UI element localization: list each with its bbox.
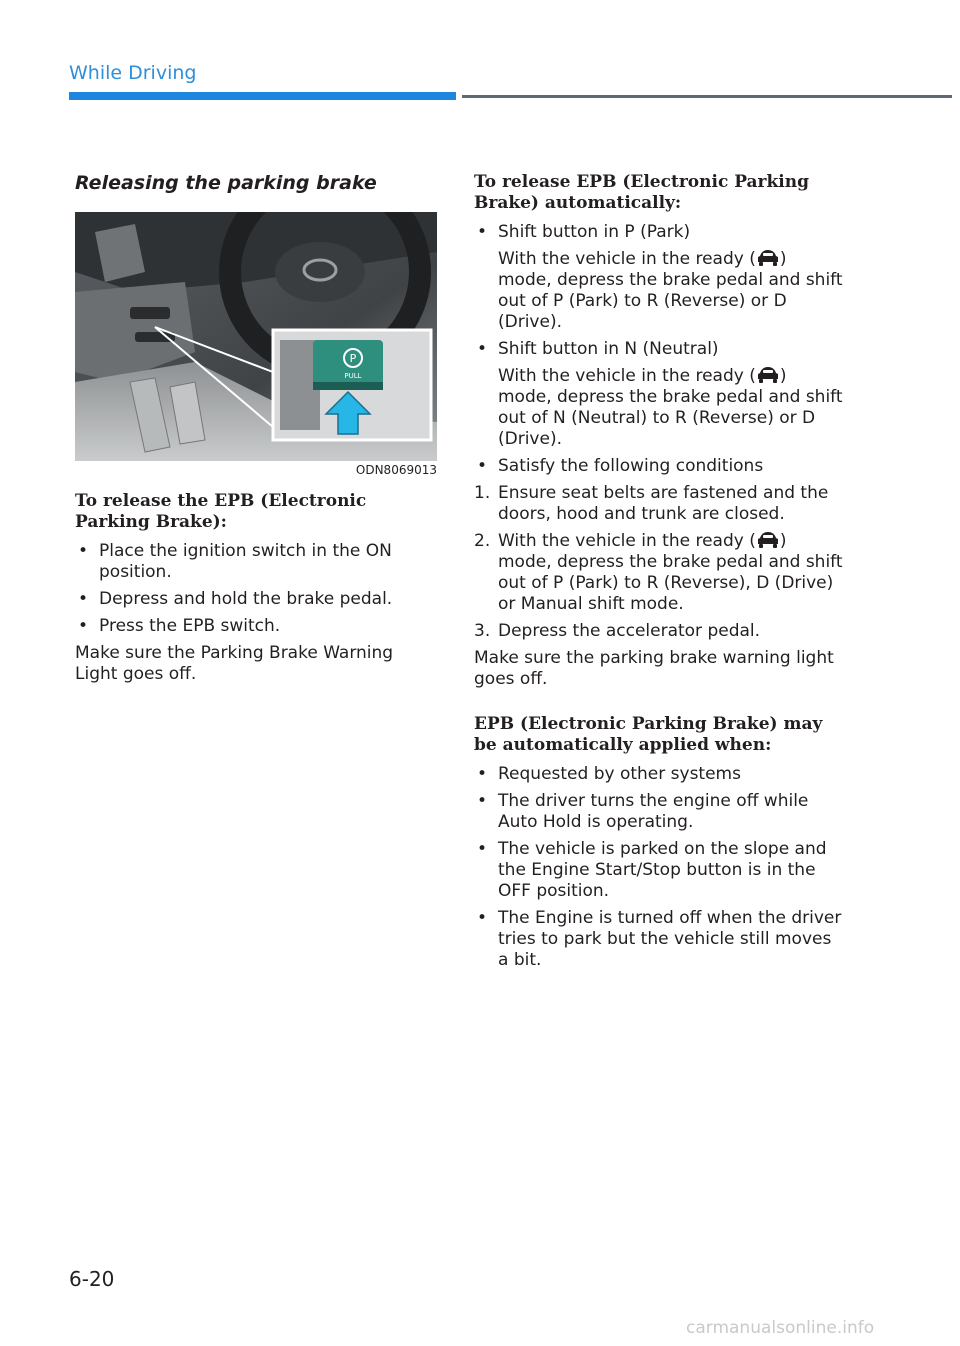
right-bullet: • Shift button in P (Park) <box>474 222 844 243</box>
left-subheading: To release the EPB (Electronic Parking Brake): <box>75 491 367 532</box>
watermark: carmanualsonline.info <box>686 1318 875 1338</box>
epb-switch-photo <box>75 212 437 461</box>
right-note: Make sure the parking brake warning light goes off. <box>474 648 834 689</box>
page-number: 6-20 <box>69 1267 115 1291</box>
right-bullet: • Shift button in N (Neutral) <box>474 339 844 360</box>
right-bullet: • Requested by other systems <box>474 764 844 785</box>
left-heading: Releasing the parking brake <box>75 172 377 194</box>
header-rule-blue <box>69 92 456 100</box>
right-heading-auto-release: To release EPB (Electronic Parking Brake) automatically: <box>474 172 809 213</box>
left-bullet: • Depress and hold the brake pedal. <box>75 589 437 610</box>
left-bullet: • Press the EPB switch. <box>75 616 437 637</box>
right-column <box>474 172 844 977</box>
right-bullet: • Satisfy the following conditions <box>474 456 844 477</box>
right-heading-auto-apply: EPB (Electronic Parking Brake) may be automatically applied when: <box>474 714 823 755</box>
numbered-item: 3. Depress the accelerator pedal. <box>474 621 761 641</box>
numbered-item: 1. Ensure seat belts are fastened and the doors, hood and trunk are closed. <box>474 483 829 524</box>
left-note: Make sure the Parking Brake Warning Light goes off. <box>75 643 394 684</box>
right-sub-paragraph: With the vehicle in the ready ( ) mode, depress the brake pedal and shift out of P (Park) to R (Reverse) or D (Drive). <box>498 249 843 332</box>
ready-car-icon <box>756 366 780 384</box>
right-sub-paragraph: With the vehicle in the ready ( ) mode, depress the brake pedal and shift out of N (Neutral) to R (Reverse) or D (Drive). <box>498 366 843 449</box>
header-rule-gray <box>462 95 952 98</box>
ready-car-icon <box>756 531 780 549</box>
ready-car-icon <box>756 249 780 267</box>
section-title: While Driving <box>69 62 197 84</box>
switch-pull-label: PULL <box>344 372 362 380</box>
left-bullet: • Place the ignition switch in the ON position. <box>75 541 437 583</box>
right-bullet: • The Engine is turned off when the driver tries to park but the vehicle still moves a bit. <box>474 908 844 971</box>
right-bullet: • The vehicle is parked on the slope and the Engine Start/Stop button is in the OFF position. <box>474 839 844 902</box>
numbered-item: 2. With the vehicle in the ready ( ) mode, depress the brake pedal and shift out of P (Park) to R (Reverse), D (Drive) or Manual shift mode. <box>474 531 843 614</box>
switch-p-label: P <box>349 352 357 365</box>
left-column <box>75 172 437 691</box>
epb-switch-illustration <box>75 212 437 461</box>
right-bullet: • The driver turns the engine off while Auto Hold is operating. <box>474 791 844 833</box>
image-code: ODN8069013 <box>355 463 437 477</box>
